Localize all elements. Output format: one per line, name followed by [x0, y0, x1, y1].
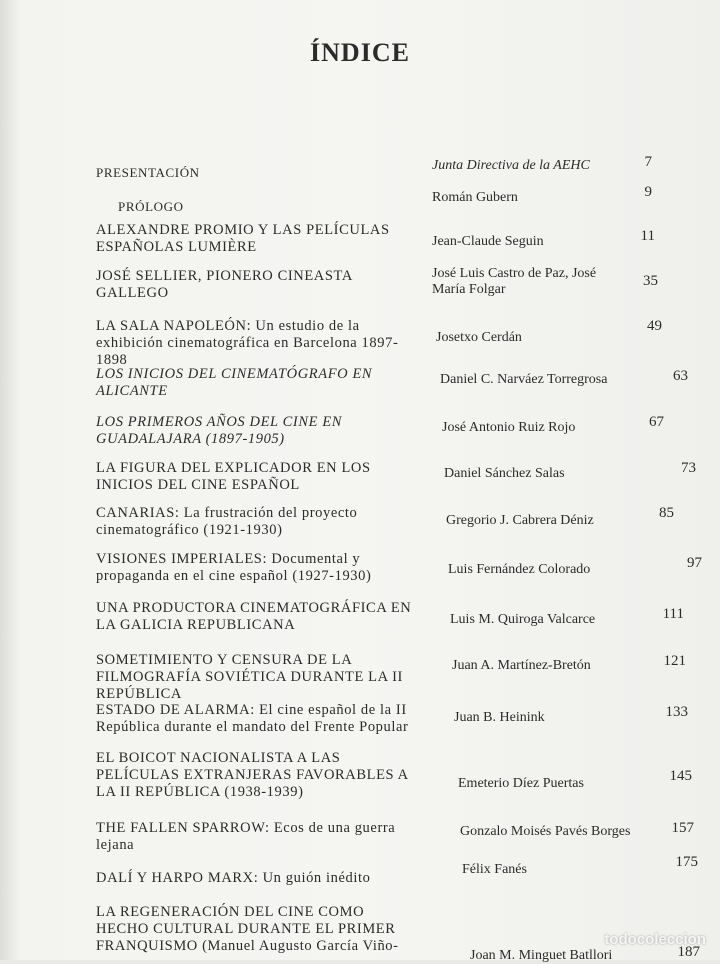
- toc-entry-page: 133: [665, 704, 688, 720]
- toc-entry-author: Félix Fanés: [462, 862, 527, 877]
- toc-entry-title: ESTADO DE ALARMA: El cine español de la II República durante el mandato del Frente Popular: [96, 702, 409, 735]
- toc-entry-title: VISIONES IMPERIALES: Documental y propaganda en el cine español (1927-1930): [96, 551, 372, 584]
- toc-entry-author: Emeterio Díez Puertas: [458, 776, 584, 791]
- toc-entry-page: 157: [671, 820, 694, 836]
- watermark-text: todocoleccion: [604, 931, 706, 948]
- toc-entry-author: Gonzalo Moisés Pavés Borges: [460, 824, 631, 839]
- toc-entry-author: Luis M. Quiroga Valcarce: [450, 612, 596, 627]
- toc-entry-page: 145: [669, 768, 692, 784]
- toc-entry-page: 49: [647, 318, 662, 334]
- toc-entry-title: THE FALLEN SPARROW: Ecos de una guerra lejana: [96, 820, 396, 853]
- toc-entry-page: 63: [673, 368, 688, 384]
- toc-entry-page: 73: [681, 460, 696, 476]
- toc-entry-page: 187: [677, 944, 700, 960]
- toc-entry-author: Daniel C. Narváez Torregrosa: [440, 372, 608, 387]
- toc-entry-title: SOMETIMIENTO Y CENSURA DE LA FILMOGRAFÍA SOVIÉTICA DURANTE LA II REPÚBLICA: [96, 652, 403, 702]
- toc-entry-title: LOS PRIMEROS AÑOS DEL CINE EN GUADALAJARA (1897-1905): [96, 414, 343, 447]
- watermark-logo: [604, 931, 706, 948]
- toc-entry-page: 9: [644, 184, 652, 200]
- page-title: ÍNDICE: [310, 38, 410, 67]
- toc-entry-page: 7: [644, 154, 652, 170]
- toc-entry-page: 85: [659, 505, 674, 521]
- toc-entry-title: ALEXANDRE PROMIO Y LAS PELÍCULAS ESPAÑOLAS LUMIÈRE: [96, 222, 390, 255]
- toc-entry-title: CANARIAS: La frustración del proyecto cinematográfico (1921-1930): [96, 505, 358, 538]
- toc-entry-author: Joan M. Minguet Batllori: [470, 948, 613, 963]
- toc-entry-title: UNA PRODUCTORA CINEMATOGRÁFICA EN LA GALICIA REPUBLICANA: [96, 600, 412, 633]
- toc-entry-title: LA SALA NAPOLEÓN: Un estudio de la exhibición cinematográfica en Barcelona 1897-1898: [96, 318, 399, 368]
- toc-entry-author: Daniel Sánchez Salas: [444, 466, 565, 481]
- toc-entry-author: Román Gubern: [432, 190, 518, 205]
- toc-entry-author: José Luis Castro de Paz, José María Folgar: [432, 266, 597, 297]
- toc-entry-title: PRESENTACIÓN: [96, 165, 200, 180]
- toc-entry-title: EL BOICOT NACIONALISTA A LAS PELÍCULAS EXTRANJERAS FAVORABLES A LA II REPÚBLICA (1938-1939): [96, 750, 408, 800]
- toc-entry-title: PRÓLOGO: [118, 199, 184, 214]
- toc-entry-page: 11: [640, 228, 655, 244]
- toc-entry-title: JOSÉ SELLIER, PIONERO CINEASTA GALLEGO: [96, 268, 353, 301]
- toc-entry-title: DALÍ Y HARPO MARX: Un guión inédito: [96, 870, 371, 886]
- toc-entry-title: LOS INICIOS DEL CINEMATÓGRAFO EN ALICANTE: [96, 366, 373, 399]
- toc-entry-author: Juan A. Martínez-Bretón: [452, 658, 591, 673]
- toc-entry-page: 97: [687, 555, 702, 571]
- toc-entry-author: José Antonio Ruiz Rojo: [442, 420, 576, 435]
- toc-entry-page: 111: [662, 606, 684, 622]
- toc-entry-page: 121: [663, 653, 686, 669]
- toc-entry-title: LA REGENERACIÓN DEL CINE COMO HECHO CULTURAL DURANTE EL PRIMER FRANQUISMO (Manuel Augusto García Viño-: [96, 904, 399, 954]
- toc-entry-page: 67: [649, 414, 664, 430]
- toc-entry-author: Juan B. Heinink: [454, 710, 545, 725]
- toc-entry-page: 175: [675, 854, 698, 870]
- toc-entry-author: Jean-Claude Seguin: [432, 234, 544, 249]
- toc-entry-author: Josetxo Cerdán: [436, 330, 522, 345]
- toc-entry-title: LA FIGURA DEL EXPLICADOR EN LOS INICIOS DEL CINE ESPAÑOL: [96, 460, 371, 493]
- toc-entry-author: Junta Directiva de la AEHC: [432, 158, 590, 173]
- toc-entry-author: Luis Fernández Colorado: [448, 562, 591, 577]
- toc-entry-page: 35: [643, 273, 658, 289]
- toc-entry-author: Gregorio J. Cabrera Déniz: [446, 513, 594, 528]
